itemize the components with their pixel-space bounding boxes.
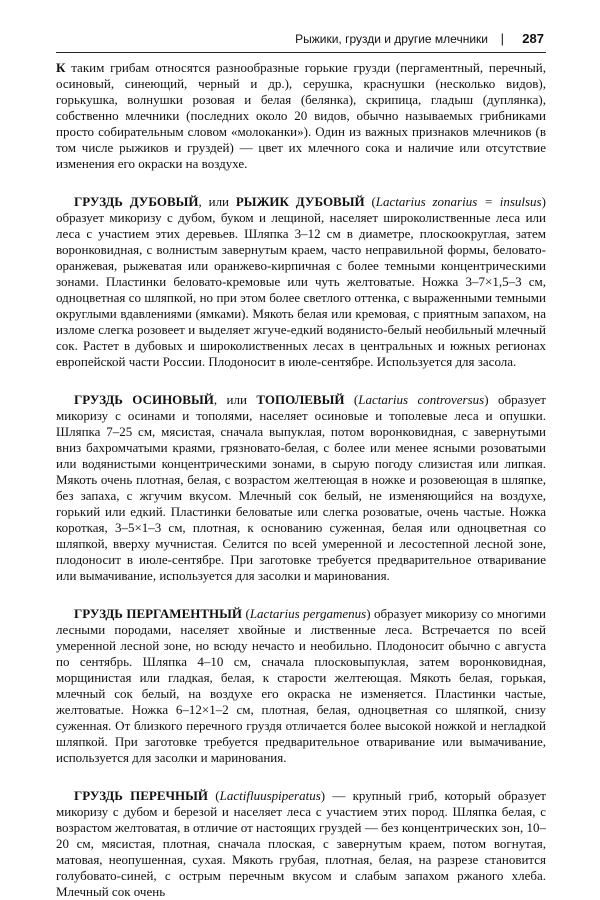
species-name: ГРУЗДЬ ПЕРЕЧНЫЙ bbox=[74, 788, 209, 803]
species-description: образует микоризу с осинами и тополями, населяет осиновые и тополевые леса и опушки. Шляпка 7–25 см, мясистая, сначала выпуклая, потом воронковидная, с завернутыми вниз бахромчатыми краями, грязновато-белая, с более или менее ясными розоватыми или водянистыми концентрическими зонами, в сырую погоду слизистая или липкая. Мякоть очень плотная, белая, с возрастом желтеющая в ножке и розовеющая в шляпке, без запаха, с жгучим вкусом. Млечный сок белый, не изменяющийся на воздухе, горький или едкий. Пластинки беловатые или слегка розоватые, очень частые. Ножка короткая, 3–5×1–3 см, плотная, к основанию суженная, белая или одноцветная со шляпкой, вверху мучнистая. Селится по всей умеренной и лесостепной лесной зоне, плодоносит в июле-сентябре. При заготовке требуется предварительное отваривание или вымачивание, используется для засолки и маринования. bbox=[56, 392, 546, 583]
intro-paragraph bbox=[56, 60, 546, 172]
species-name: ГРУЗДЬ ОСИНОВЫЙ bbox=[74, 392, 214, 407]
species-latin-name: Lactarius pergamenus bbox=[249, 606, 367, 621]
species-paragraph-parchment: ГРУЗДЬ ПЕРГАМЕНТНЫЙ (Lactarius pergamenus) образует микоризу со многими лесными породами, населяет хвойные и лиственные леса. Встречается по всей умеренной лесной зоне, но всюду нечасто и необильно. Плодоносит обычно с августа по сентябрь. Шляпка 4–10 см, сначала плосковыпуклая, затем воронковидная, морщинистая или гладкая, белая, к старости желтеющая. Мякоть белая, горькая, млечный сок белый, на воздухе его окраска не изменяется. Пластинки частые, желтоватые. Ножка 6–12×1–2 см, плотная, белая, одноцветная со шляпкой, снизу суженная. От близкого перечного груздя отличается более высокой ножкой и негладкой шляпкой. При заготовке требуется предварительное отваривание или вымачивание, используется для засолки и маринования. bbox=[56, 606, 546, 765]
species-description: — крупный гриб, который образует микоризу с дубом и березой и населяет леса с участием этих пород. Шляпка белая, с возрастом желтоватая, в отличие от настоящих груздей — без концентрических зон, 10–20 см, мясистая, плотная, сначала плоская, с завернутым краем, потом вогнутая, матовая, неопушенная, сухая. Мякоть грубая, плотная, белая, на разрезе становится голубовато-синей, с острым перечным вкусом и слабым запахом ржаного хлеба. Млечный сок очень bbox=[56, 788, 546, 899]
intro-first-letter: К bbox=[56, 60, 66, 75]
intro-text: таким грибам относятся разнообразные горькие грузди (пергаментный, перечный, осиновый, синеющий, черный и др.), серушка, краснушки (несколько видов), горькушка, волнушки розовая и белая (белянка), скрипица, гладыш (дуплянка), собственно млечники (последних около 20 видов, обычно называемых грибниками просто собирательным словом «молоканки»). Один из важных признаков млечников (в том числе рыжиков и груздей) — цвет их млечного сока и наличие или отсутствие изменения его окраски на воздухе. bbox=[56, 60, 546, 171]
species-latin-name: Lactarius zonarius = insulsus bbox=[375, 194, 542, 209]
running-header bbox=[56, 30, 546, 53]
species-alt-name: РЫЖИК ДУБОВЫЙ bbox=[235, 194, 365, 209]
species-paragraph-aspen: ГРУЗДЬ ОСИНОВЫЙ, или ТОПОЛЕВЫЙ (Lactarius controversus) образует микоризу с осинами и тополями, населяет осиновые и тополевые леса и опушки. Шляпка 7–25 см, мясистая, сначала выпуклая, потом воронковидная, с завернутыми вниз бахромчатыми краями, грязновато-белая, с более или менее ясными розоватыми или водянистыми концентрическими зонами, в сырую погоду слизистая или липкая. Мякоть очень плотная, белая, с возрастом желтеющая в ножке и розовеющая в шляпке, без запаха, с жгучим вкусом. Млечный сок белый, не изменяющийся на воздухе, горький или едкий. Пластинки беловатые или слегка розоватые, очень частые. Ножка короткая, 3–5×1–3 см, плотная, к основанию суженная, белая или одноцветная со шляпкой, вверху мучнистая. Селится по всей умеренной и лесостепной лесной зоне, плодоносит в июле-сентябре. При заготовке требуется предварительное отваривание или вымачивание, используется для засолки и маринования. bbox=[56, 392, 546, 583]
species-alt-name: ТОПОЛЕВЫЙ bbox=[256, 392, 345, 407]
species-paragraph-peppery: ГРУЗДЬ ПЕРЕЧНЫЙ (Lactifluuspiperatus) — крупный гриб, который образует микоризу с дубом и березой и населяет леса с участием этих пород. Шляпка белая, с возрастом желтоватая, в отличие от настоящих груздей — без концентрических зон, 10–20 см, мясистая, плотная, сначала плоская, с завернутым краем, потом вогнутая, матовая, неопушенная, сухая. Мякоть грубая, плотная, белая, на разрезе становится голубовато-синей, с острым перечным вкусом и слабым запахом ржаного хлеба. Млечный сок очень bbox=[56, 788, 546, 899]
page-body bbox=[56, 60, 546, 900]
species-name: ГРУЗДЬ ПЕРГАМЕНТНЫЙ bbox=[74, 606, 243, 621]
species-description: образует микоризу со многими лесными породами, населяет хвойные и лиственные леса. Встречается по всей умеренной лесной зоне, но всюду нечасто и необильно. Плодоносит обычно с августа по сентябрь. Шляпка 4–10 см, сначала плосковыпуклая, затем воронковидная, морщинистая или гладкая, белая, к старости желтеющая. Мякоть белая, горькая, млечный сок белый, на воздухе его окраска не изменяется. Пластинки частые, желтоватые. Ножка 6–12×1–2 см, плотная, белая, одноцветная со шляпкой, снизу суженная. От близкого перечного груздя отличается более высокой ножкой и негладкой шляпкой. При заготовке требуется предварительное отваривание или вымачивание, используется для засолки и маринования. bbox=[56, 606, 546, 765]
page-number: 287 bbox=[522, 31, 544, 46]
species-latin-name: Lactifluuspiperatus bbox=[219, 788, 321, 803]
header-separator: | bbox=[500, 31, 504, 46]
species-name: ГРУЗДЬ ДУБОВЫЙ bbox=[74, 194, 199, 209]
species-latin-name: Lactarius controversus bbox=[358, 392, 485, 407]
species-description: образует микоризу с дубом, буком и лещиной, населяет широколиственные леса или леса с участием этих деревьев. Шляпка 3–12 см в диаметре, плоскоокруглая, затем воронковидная, с волнистым завернутым краем, часто неправильной формы, беловато-оранжевая, рыжеватая или оранжево-кирпичная с более темными концентрическими зонами. Пластинки беловато-кремовые или чуть желтоватые. Ножка 3–7×1,5–3 см, одноцветная со шляпкой, но при этом более светлого оттенка, с выраженными темными округлыми вдавлениями (ямками). Мякоть белая или кремовая, с приятным запахом, на изломе слегка розовеет и выделяет жгуче-едкий водянисто-белый необильный млечный сок. Растет в дубовых и широколиственных лесах в центральных и южных регионах европейской части России. Плодоносит в июле-сентябре. Используется для засола. bbox=[56, 210, 546, 369]
species-paragraph-oak: ГРУЗДЬ ДУБОВЫЙ, или РЫЖИК ДУБОВЫЙ (Lactarius zonarius = insulsus) образует микоризу с дубом, буком и лещиной, населяет широколиственные леса или леса с участием этих деревьев. Шляпка 3–12 см в диаметре, плоскоокруглая, затем воронковидная, с волнистым завернутым краем, часто неправильной формы, беловато-оранжевая, рыжеватая или оранжево-кирпичная с более темными концентрическими зонами. Пластинки беловато-кремовые или чуть желтоватые. Ножка 3–7×1,5–3 см, одноцветная со шляпкой, но при этом более светлого оттенка, с выраженными темными округлыми вдавлениями (ямками). Мякоть белая или кремовая, с приятным запахом, на изломе слегка розовеет и выделяет жгуче-едкий водянисто-белый необильный млечный сок. Растет в дубовых и широколиственных лесах в центральных и южных регионах европейской части России. Плодоносит в июле-сентябре. Используется для засола. bbox=[56, 194, 546, 369]
chapter-title: Рыжики, грузди и другие млечники bbox=[295, 32, 488, 46]
